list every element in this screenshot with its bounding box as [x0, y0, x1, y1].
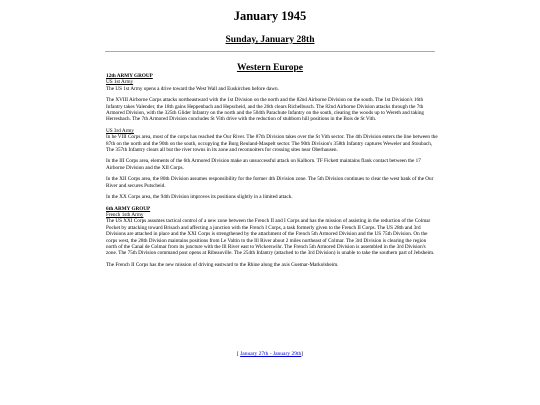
army-heading: French 1sth Army — [106, 211, 144, 218]
paragraph: The French II Corps has the new mission of driving eastward to the Rhine along the axis Guemar-Markolsheim. — [106, 261, 339, 268]
nav-bracket-open: [ — [236, 351, 241, 357]
army-group-heading: 12th ARMY GROUP — [106, 73, 153, 79]
date-heading: Sunday, January 28th — [225, 35, 315, 45]
paragraph: In he VIII Corps area, most of the corps has reached the Our River. The 87th Division takes over the St Vith sector. The 4th Division enters the line between the 87th on the north and the 90th on the south, occupying the Burg Reuland-Maspelt sector. The 90th Division's 358th Infantry captures Weweler and Stoubach, The 357th Infantry clears all but the river towns in its zone and reconnoiters for crossing sites near Oberhausen. — [106, 134, 438, 154]
paragraph: In the XII Corps area, the 80th Division assumes responsibility for the former 4th Division zone. The 5th Division continues to clear the west bank of the Our River and secures Putscheid. — [106, 176, 434, 189]
paragraph: The US 1st Army opens a drive toward the West Wall and Euskirchen before dawn. — [106, 85, 279, 92]
divider — [105, 51, 435, 52]
army-heading: US 3rd Army — [106, 127, 134, 134]
nav-bracket-close: ] — [301, 351, 304, 357]
army-group-block — [106, 73, 438, 201]
paragraph: The XVIII Airborne Corps attacks northeastward with the 1st Division on the north and the 82nd Airborne Division on the south. The 1st Division's 16th Infantry takes Valender, the 18th gains Heppenbach and Hepscheid, and the 26th clears Richelbusch. The 82nd Airborne Division attacks through the 7th Armored Division, with the 325th Glider Infantry on the north and the 504th Parachute Infantry on the south, clearing the woods up to Wereth and taking Herresbach. The 7th Armored Division concludes St Vith drive with the reduction of stubborn hill positions in the Bois de St Vith. — [106, 97, 425, 123]
army-group-heading: 6th ARMY GROUP — [106, 205, 151, 212]
paragraph: In the III Corps area, elements of the 6th Armored Division make an unsuccessful attack on Kalborn. TF Fickett maintains flank contact between the 17 Airborne Division and the XII Corps. — [106, 158, 421, 171]
article-body — [106, 73, 438, 273]
nav-date-range-link[interactable]: January 27th - January 29th — [240, 351, 302, 357]
army-heading: US 1st Army — [106, 79, 134, 86]
paragraph: In the XX Corps area, the 94th Division improves its positions slightly in a limited attack. — [106, 194, 293, 201]
date-navigation — [0, 351, 540, 358]
section-heading: Western Europe — [236, 63, 304, 73]
paragraph: The US XXI Corps assumes tactical control of a new zone between the French II and I Corps and has the mission of assisting in the reduction of the Colmar Pocket by attacking toward Brisach and affecting a junction with the French I Corps, a task formerly given to the French II Corps. The US 28th and 3rd Divisions are attached in place and the XXI Corps is strengthened by the attachment of the French 5th Armored Division and the US 75th Division. On the corps west, the 28th Division maintains positions from Le Valtin to the Ill River about 2 miles northeast of Colmar. The 3rd Division is clearing the region north of the Canal de Colmar from its juncture with the Ill River east to Wickerswihr. The French 5th Armored Division is assembled in the 3rd Division's zone. The 75th Division command post opens at Ribeauville. The 254th Infantry (attached to the 3rd Division) is unable to take the southern part of Jebsheim. — [106, 218, 435, 257]
army-group-block — [106, 206, 438, 269]
page-title: January 1945 — [233, 9, 307, 23]
